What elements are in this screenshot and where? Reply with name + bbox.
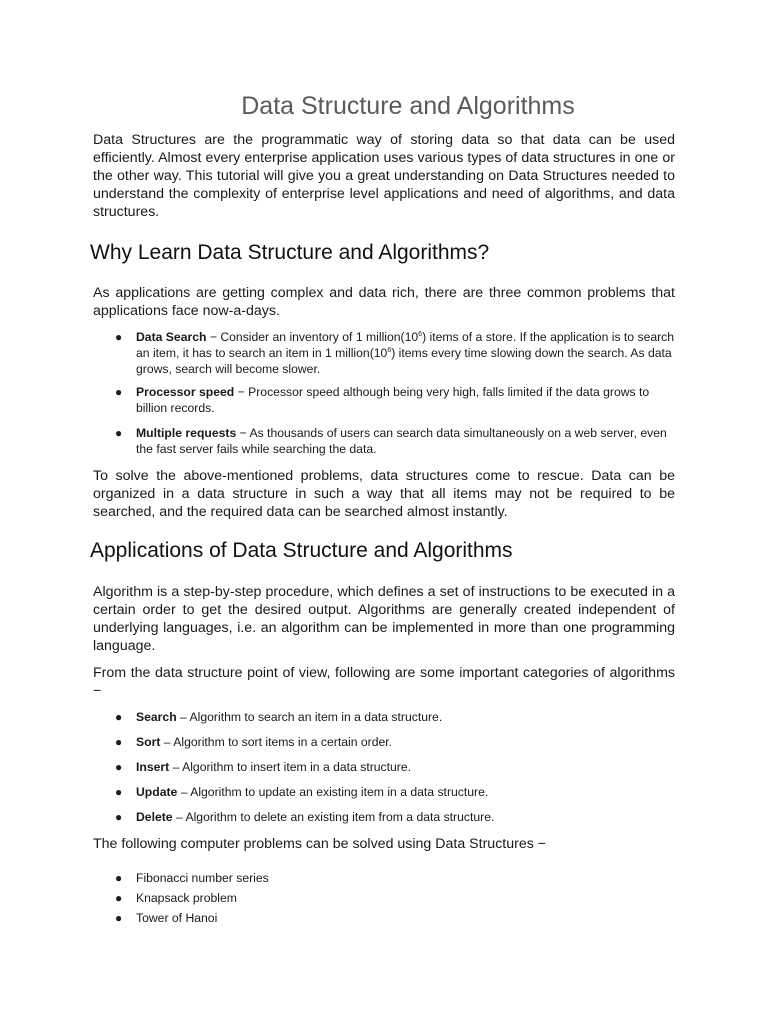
why-lead-block bbox=[93, 284, 675, 320]
list-item bbox=[93, 890, 675, 906]
list-item bbox=[93, 329, 675, 377]
bullet-icon: ● bbox=[115, 785, 123, 799]
problem-name: Fibonacci number series bbox=[136, 871, 269, 885]
problems-lead-block bbox=[93, 835, 675, 853]
category-term: Search bbox=[136, 710, 177, 724]
category-term: Insert bbox=[136, 760, 170, 774]
bullet-icon: ● bbox=[115, 911, 123, 925]
categories-lead-paragraph: From the data structure point of view, following are some important categories of algorithms − bbox=[93, 665, 675, 699]
categories-list bbox=[93, 709, 675, 825]
problems-lead-paragraph: The following computer problems can be solved using Data Structures − bbox=[93, 836, 547, 852]
list-item bbox=[93, 809, 675, 825]
problem-desc: ) items every time slowing down the search. As data grows, search will become slower. bbox=[136, 346, 672, 376]
intro-block bbox=[93, 131, 675, 221]
problem-term: Data Search bbox=[136, 330, 207, 344]
bullet-icon: ● bbox=[115, 871, 123, 885]
category-desc: – Algorithm to update an existing item in a data structure. bbox=[177, 785, 489, 799]
bullet-icon: ● bbox=[115, 426, 123, 440]
bullet-icon: ● bbox=[115, 385, 123, 399]
categories-lead-block bbox=[93, 664, 675, 700]
bullet-icon: ● bbox=[115, 891, 123, 905]
apps-heading: Applications of Data Structure and Algorithms bbox=[90, 539, 513, 562]
why-heading: Why Learn Data Structure and Algorithms? bbox=[90, 241, 490, 264]
problem-term: Multiple requests bbox=[136, 426, 237, 440]
list-item bbox=[93, 384, 675, 416]
list-item bbox=[93, 425, 675, 457]
list-item bbox=[93, 910, 675, 926]
problem-name: Knapsack problem bbox=[136, 891, 237, 905]
algorithm-paragraph: Algorithm is a step-by-step procedure, which defines a set of instructions to be executed in a certain order to get the desired output. Algorithms are generally created independent of underlying languages, i.e. an algorithm can be implemented in more than one programming language. bbox=[93, 584, 675, 654]
category-term: Update bbox=[136, 785, 178, 799]
list-item bbox=[93, 759, 675, 775]
bullet-icon: ● bbox=[115, 810, 123, 824]
page-title: Data Structure and Algorithms bbox=[241, 92, 575, 120]
category-term: Sort bbox=[136, 735, 161, 749]
category-desc: – Algorithm to sort items in a certain order. bbox=[160, 735, 393, 749]
problem-name: Tower of Hanoi bbox=[136, 911, 218, 925]
solution-paragraph: To solve the above-mentioned problems, data structures come to rescue. Data can be organized in a data structure in such a way that all items may not be required to be searched, and the required data can be searched almost instantly. bbox=[93, 468, 675, 520]
list-item bbox=[93, 734, 675, 750]
list-item bbox=[93, 784, 675, 800]
solvable-problems-list bbox=[93, 870, 675, 926]
problem-desc: ) items of a store. If the application is to search an item, it has to search an item in 1 million(10 bbox=[136, 330, 675, 360]
list-item bbox=[93, 709, 675, 725]
problem-desc: − As thousands of users can search data simultaneously on a web server, even the fast server fails while searching the data. bbox=[136, 426, 667, 456]
category-term: Delete bbox=[136, 810, 173, 824]
solution-block bbox=[93, 467, 675, 521]
problem-desc: − Consider an inventory of 1 million(10 bbox=[206, 330, 419, 344]
bullet-icon: ● bbox=[115, 710, 123, 724]
category-desc: – Algorithm to delete an existing item from a data structure. bbox=[172, 810, 495, 824]
intro-paragraph: Data Structures are the programmatic way of storing data so that data can be used efficiently. Almost every enterprise application uses various types of data structures in one or the other way. This tutorial will give you a great understanding on Data Structures needed to understand the complexity of enterprise level applications and need of algorithms, and data structures. bbox=[93, 132, 675, 220]
problem-desc: − Processor speed although being very high, falls limited if the data grows to billion records. bbox=[136, 385, 650, 415]
category-desc: – Algorithm to insert item in a data structure. bbox=[169, 760, 412, 774]
bullet-icon: ● bbox=[115, 330, 123, 344]
problem-term: Processor speed bbox=[136, 385, 235, 399]
algorithm-block bbox=[93, 583, 675, 655]
superscript: 6 bbox=[387, 346, 392, 354]
list-item bbox=[93, 870, 675, 886]
bullet-icon: ● bbox=[115, 760, 123, 774]
problems-list bbox=[93, 329, 675, 457]
why-lead-paragraph: As applications are getting complex and data rich, there are three common problems that applications face now-a-days. bbox=[93, 285, 675, 319]
category-desc: – Algorithm to search an item in a data structure. bbox=[176, 710, 443, 724]
bullet-icon: ● bbox=[115, 735, 123, 749]
superscript: 6 bbox=[418, 330, 423, 338]
